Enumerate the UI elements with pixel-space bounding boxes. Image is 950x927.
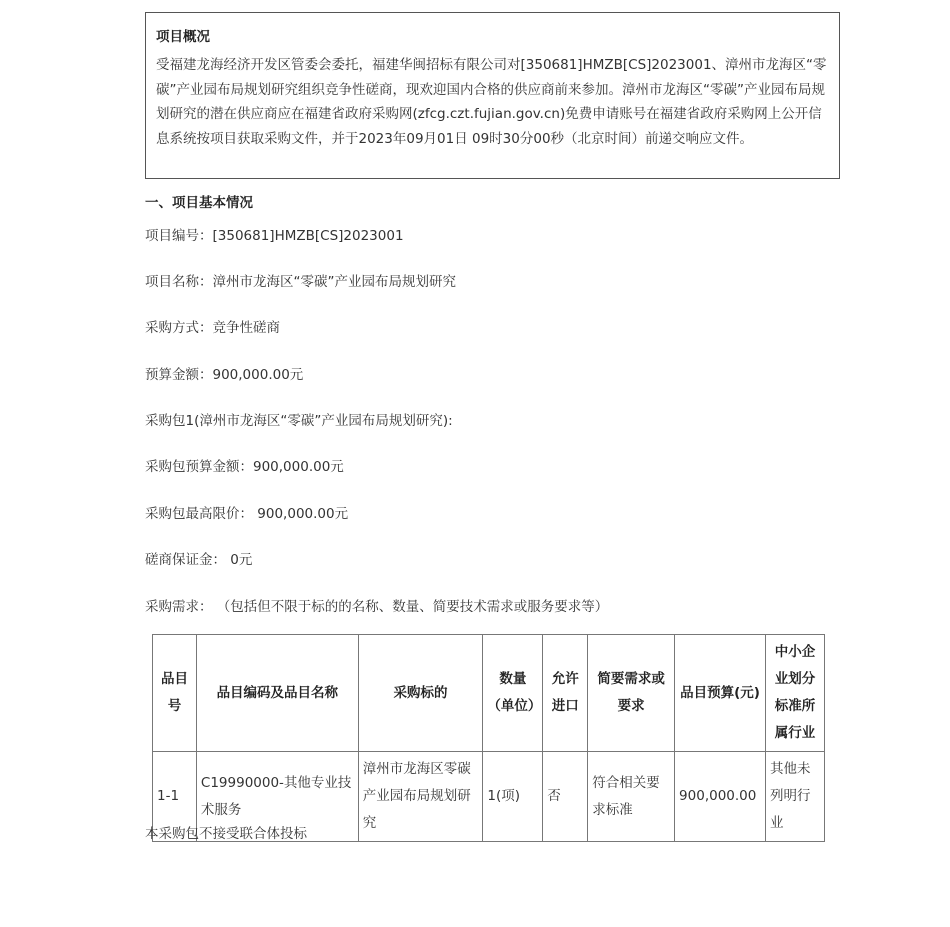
deposit-label: 磋商保证金： <box>145 552 226 568</box>
budget-line <box>145 363 303 383</box>
cell-subject: 漳州市龙海区零碳产业园布局规划研究 <box>358 752 483 842</box>
project-name-value: 漳州市龙海区“零碳”产业园布局规划研究 <box>212 274 456 290</box>
cell-quantity: 1(项) <box>483 752 543 842</box>
project-number-label: 项目编号： <box>145 228 213 244</box>
section-basic-info-title: 一、项目基本情况 <box>145 195 253 211</box>
requirement-line <box>145 595 608 615</box>
project-number-value: [350681]HMZB[CS]2023001 <box>212 228 404 244</box>
deposit-value: 0元 <box>226 552 253 568</box>
requirement-value: （包括但不限于标的的名称、数量、简要技术需求或服务要求等） <box>212 599 609 615</box>
table-header-row <box>153 635 825 752</box>
package-line <box>145 409 453 429</box>
package-label: 采购包1(漳州市龙海区“零碳”产业园布局规划研究): <box>145 413 453 429</box>
header-item-no: 品目号 <box>153 635 197 752</box>
package-budget-value: 900,000.00元 <box>253 459 344 475</box>
package-budget-line <box>145 455 344 475</box>
package-budget-label: 采购包预算金额： <box>145 459 253 475</box>
cell-item-no: 1-1 <box>153 752 197 842</box>
project-number-line <box>145 224 404 244</box>
consortium-note: 本采购包不接受联合体投标 <box>145 826 307 842</box>
project-name-line <box>145 270 456 290</box>
package-max-price-value: 900,000.00元 <box>253 506 349 522</box>
deposit-line <box>145 548 252 568</box>
header-item-code-name: 品目编码及品目名称 <box>196 635 358 752</box>
procurement-method-label: 采购方式： <box>145 320 213 336</box>
header-import: 允许进口 <box>543 635 588 752</box>
cell-budget: 900,000.00 <box>675 752 766 842</box>
header-budget: 品目预算(元) <box>675 635 766 752</box>
cell-import: 否 <box>543 752 588 842</box>
overview-title: 项目概况 <box>156 29 210 45</box>
procurement-method-value: 竞争性磋商 <box>212 320 280 336</box>
header-requirement: 简要需求或要求 <box>588 635 675 752</box>
package-max-price-label: 采购包最高限价： <box>145 506 253 522</box>
cell-requirement: 符合相关要求标准 <box>588 752 675 842</box>
requirements-table <box>152 634 825 842</box>
header-sme-industry: 中小企业划分标准所属行业 <box>766 635 825 752</box>
project-overview-box <box>145 12 840 179</box>
requirement-label: 采购需求： <box>145 599 213 615</box>
procurement-method-line <box>145 316 280 336</box>
header-quantity: 数量（单位） <box>483 635 543 752</box>
project-name-label: 项目名称： <box>145 274 213 290</box>
cell-item-code-name: C19990000-其他专业技术服务 <box>196 752 358 842</box>
package-max-price-line <box>145 502 348 522</box>
budget-label: 预算金额： <box>145 367 213 383</box>
overview-text: 受福建龙海经济开发区管委会委托，福建华闽招标有限公司对[350681]HMZB[CS]2023001、漳州市龙海区“零碳”产业园布局规划研究组织竞争性磋商，现欢迎国内合格的供应商前来参加。漳州市龙海区“零碳”产业园布局规划研究的潜在供应商应在福建省政府采购网(zfcg.czt.fujian.gov.cn)免费申请账号在福建省政府采购网上公开信息系统按项目获取采购文件，并于2023年09月01日 09时30分00秒（北京时间）前递交响应文件。 <box>156 57 827 147</box>
cell-sme-industry: 其他未列明行业 <box>766 752 825 842</box>
header-subject: 采购标的 <box>358 635 483 752</box>
budget-value: 900,000.00元 <box>212 367 304 383</box>
